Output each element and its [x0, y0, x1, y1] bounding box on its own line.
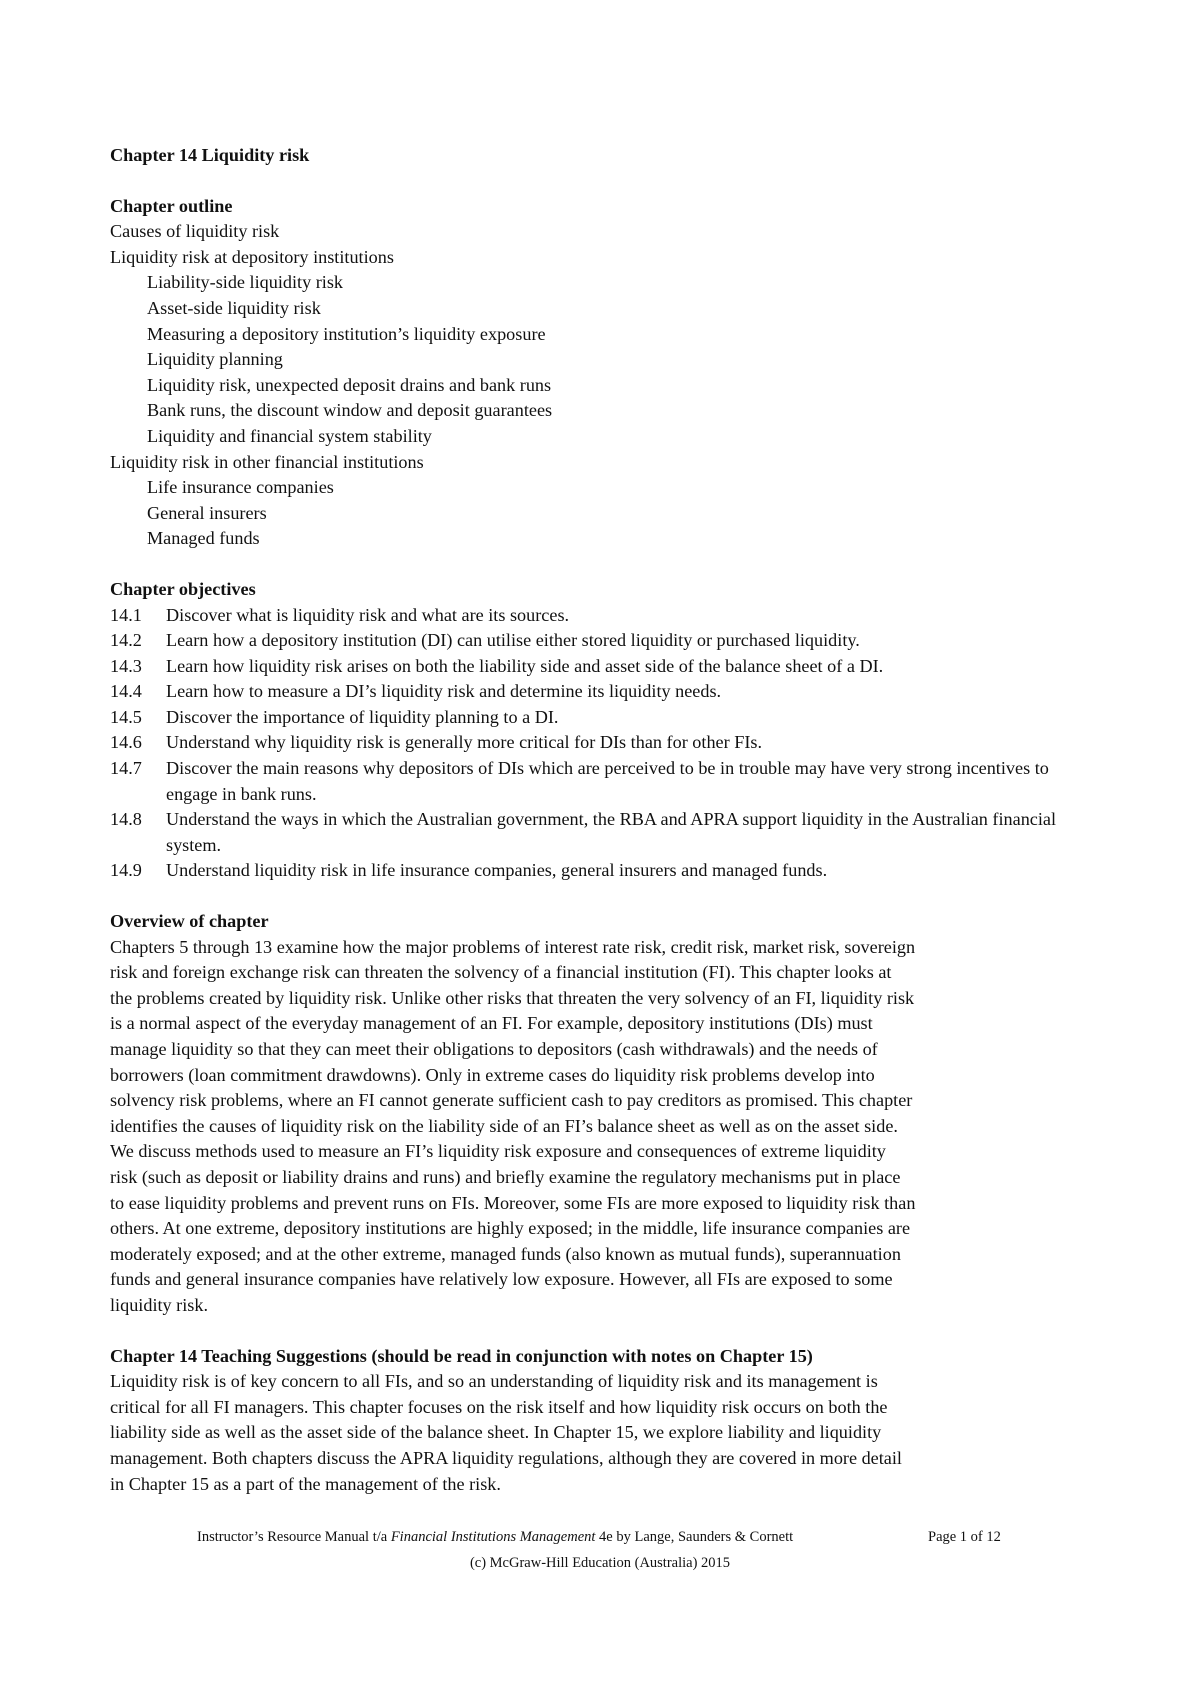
footer-prefix: Instructor’s Resource Manual t/a — [197, 1529, 391, 1545]
overview-line: identifies the causes of liquidity risk on the liability side of an FI’s balance sheet as well as on the asset side. — [110, 1115, 898, 1136]
footer-citation — [197, 1527, 793, 1547]
overview-line: funds and general insurance companies have relatively low exposure. However, all FIs are exposed to some — [110, 1269, 893, 1290]
chapter-title: Chapter 14 Liquidity risk — [110, 145, 310, 165]
objective-number: 14.3 — [110, 655, 142, 676]
teaching-line: in Chapter 15 as a part of the management of the risk. — [110, 1473, 501, 1494]
outline-heading: Chapter outline — [110, 195, 233, 216]
overview-line: the problems created by liquidity risk. Unlike other risks that threaten the very solvency of an FI, liquidity risk — [110, 987, 915, 1008]
objective-item — [110, 858, 1100, 884]
overview-line: risk (such as deposit or liability drains and runs) and briefly examine the regulatory mechanisms put in place — [110, 1166, 901, 1187]
outline-item: Liquidity risk at depository institutions — [110, 246, 394, 267]
outline-item: Asset-side liquidity risk — [147, 297, 321, 318]
outline-list — [110, 219, 1100, 552]
objective-text: Discover the importance of liquidity planning to a DI. — [166, 706, 559, 727]
objective-item — [110, 603, 1100, 629]
objective-item — [110, 679, 1100, 705]
overview-line: Chapters 5 through 13 examine how the major problems of interest rate risk, credit risk, market risk, sovereign — [110, 936, 916, 957]
teaching-line: liability side as well as the asset side of the balance sheet. In Chapter 15, we explore liability and liquidity — [110, 1422, 882, 1443]
objective-item — [110, 628, 1100, 654]
objective-text: Learn how liquidity risk arises on both the liability side and asset side of the balance sheet of a DI. — [166, 655, 884, 676]
objective-number: 14.1 — [110, 604, 142, 625]
objective-item — [110, 705, 1100, 731]
outline-item: Measuring a depository institution’s liquidity exposure — [147, 323, 546, 344]
outline-item: Bank runs, the discount window and deposit guarantees — [147, 400, 553, 421]
teaching-line: Liquidity risk is of key concern to all FIs, and so an understanding of liquidity risk and its management is — [110, 1371, 878, 1392]
outline-item: Liquidity and financial system stability — [147, 425, 432, 446]
overview-line: We discuss methods used to measure an FI’s liquidity risk exposure and consequences of extreme liquidity — [110, 1141, 886, 1162]
objective-text: Discover the main reasons why depositors of DIs which are perceived to be in trouble may have very strong incentives to engage in bank runs. — [166, 758, 1049, 804]
teaching-heading: Chapter 14 Teaching Suggestions (should be read in conjunction with notes on Chapter 15) — [110, 1345, 813, 1366]
overview-line: manage liquidity so that they can meet their obligations to depositors (cash withdrawals) and the needs of — [110, 1039, 878, 1059]
objective-number: 14.2 — [110, 630, 142, 651]
footer-page-number: Page 1 of 12 — [928, 1529, 1001, 1545]
teaching-paragraph — [110, 1369, 1100, 1497]
objective-number: 14.8 — [110, 809, 142, 830]
objective-text: Learn how a depository institution (DI) can utilise either stored liquidity or purchased liquidity. — [166, 630, 860, 651]
objectives-heading: Chapter objectives — [110, 578, 256, 599]
overview-line: is a normal aspect of the everyday management of an FI. For example, depository institutions (DIs) must — [110, 1013, 873, 1034]
document-page — [110, 143, 1100, 1497]
objective-number: 14.6 — [110, 732, 142, 753]
overview-line: moderately exposed; and at the other extreme, managed funds (also known as mutual funds), superannuation — [110, 1243, 901, 1264]
objective-number: 14.9 — [110, 860, 142, 881]
overview-line: solvency risk problems, where an FI cannot generate sufficient cash to pay creditors as promised. This chapter — [110, 1090, 913, 1111]
footer-copyright: (c) McGraw-Hill Education (Australia) 2015 — [469, 1555, 731, 1571]
overview-line: others. At one extreme, depository institutions are highly exposed; in the middle, life insurance companies are — [110, 1218, 911, 1239]
outline-item: Liquidity planning — [147, 349, 283, 370]
outline-item: Liquidity risk, unexpected deposit drains and bank runs — [147, 374, 552, 395]
objective-number: 14.4 — [110, 681, 142, 702]
overview-line: to ease liquidity problems and prevent runs on FIs. Moreover, some FIs are more exposed to liquidity risk than — [110, 1192, 916, 1213]
objective-text: Understand why liquidity risk is generally more critical for DIs than for other FIs. — [166, 732, 763, 753]
objective-number: 14.7 — [110, 758, 142, 779]
overview-line: borrowers (loan commitment drawdowns). Only in extreme cases do liquidity risk problems develop into — [110, 1064, 875, 1085]
teaching-line: management. Both chapters discuss the APRA liquidity regulations, although they are covered in more detail — [110, 1447, 902, 1468]
objective-text: Understand the ways in which the Australian government, the RBA and APRA support liquidity in the Australian financial system. — [166, 809, 1057, 855]
overview-line: liquidity risk. — [110, 1294, 209, 1315]
objective-item — [110, 730, 1100, 756]
objectives-list — [110, 603, 1100, 885]
outline-item: Causes of liquidity risk — [110, 221, 280, 242]
objective-item — [110, 807, 1100, 858]
objective-text: Learn how to measure a DI’s liquidity risk and determine its liquidity needs. — [166, 681, 722, 702]
objective-text: Understand liquidity risk in life insurance companies, general insurers and managed funds. — [166, 860, 828, 881]
outline-item: Life insurance companies — [147, 477, 334, 498]
overview-heading: Overview of chapter — [110, 911, 269, 932]
outline-item: Managed funds — [147, 528, 260, 549]
objective-text: Discover what is liquidity risk and what are its sources. — [166, 604, 570, 625]
objective-item — [110, 756, 1100, 807]
footer-suffix: 4e by Lange, Saunders & Cornett — [595, 1529, 794, 1545]
overview-line: risk and foreign exchange risk can threaten the solvency of a financial institution (FI). This chapter looks at — [110, 962, 892, 983]
outline-item: General insurers — [147, 502, 267, 523]
outline-item: Liquidity risk in other financial institutions — [110, 451, 424, 472]
objective-item — [110, 654, 1100, 680]
overview-paragraph — [110, 935, 1100, 1319]
outline-item: Liability-side liquidity risk — [147, 272, 344, 293]
footer-book-title: Financial Institutions Management — [390, 1529, 596, 1545]
objective-number: 14.5 — [110, 706, 142, 727]
teaching-line: critical for all FI managers. This chapter focuses on the risk itself and how liquidity risk occurs on both the — [110, 1396, 888, 1417]
